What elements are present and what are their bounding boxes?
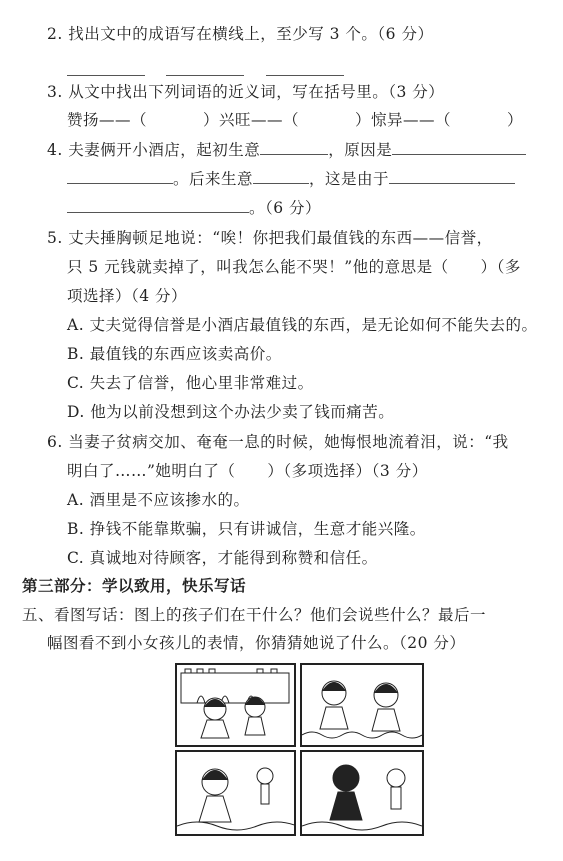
section-title: 第三部分：学以致用，快乐写话 bbox=[22, 577, 247, 595]
answer-blank[interactable] bbox=[389, 182, 515, 184]
q6-line-1: 6. 当妻子贫病交加、奄奄一息的时候，她悔恨地流着泪，说：“我 bbox=[47, 433, 509, 451]
q3-text: 3. 从文中找出下列词语的近义词，写在括号里。（3 分） bbox=[47, 83, 445, 101]
q3-words bbox=[67, 108, 523, 130]
q3-word-3: ）惊异——（ bbox=[355, 111, 452, 129]
q4-text-d: ，这是由于 bbox=[309, 170, 390, 188]
answer-blank[interactable] bbox=[67, 211, 249, 213]
picture-panel-3 bbox=[175, 750, 296, 836]
q5-line-1: 5. 丈夫捶胸顿足地说：“唉！你把我们最值钱的东西——信誉， bbox=[47, 229, 493, 247]
q4-line-1 bbox=[47, 138, 526, 160]
answer-blank[interactable] bbox=[260, 153, 328, 155]
answer-blank[interactable] bbox=[67, 74, 145, 76]
q5-option-a[interactable]: A. 丈夫觉得信誉是小酒店最值钱的东西，是无论如何不能失去的。 bbox=[67, 316, 538, 334]
q6-option-b[interactable]: B. 挣钱不能靠欺骗，只有讲诚信，生意才能兴隆。 bbox=[67, 520, 426, 538]
q5-line-3: 项选择）（4 分） bbox=[67, 287, 188, 305]
picture-panel-4 bbox=[300, 750, 424, 836]
q5big-line-1: 五、看图写话：图上的孩子们在干什么？他们会说些什么？最后一 bbox=[22, 606, 487, 624]
q3-word-1: 赞扬——（ bbox=[67, 111, 148, 129]
q6-option-c[interactable]: C. 真诚地对待顾客，才能得到称赞和信任。 bbox=[67, 549, 378, 567]
q5-option-d[interactable]: D. 他为以前没想到这个办法少卖了钱而痛苦。 bbox=[67, 403, 395, 421]
answer-blank[interactable] bbox=[253, 182, 309, 184]
q4-text-e: 。（6 分） bbox=[249, 199, 322, 217]
picture-panel-2 bbox=[300, 663, 424, 747]
q4-line-3 bbox=[67, 196, 321, 218]
q4-line-2 bbox=[67, 167, 515, 189]
answer-blank[interactable] bbox=[392, 153, 526, 155]
q4-text-a: 4. 夫妻俩开小酒店，起初生意 bbox=[47, 141, 261, 159]
picture-panel-1 bbox=[175, 663, 296, 747]
q3-word-2: ）兴旺——（ bbox=[203, 111, 300, 129]
q6-option-a[interactable]: A. 酒里是不应该掺水的。 bbox=[67, 491, 250, 509]
q4-text-c: 。后来生意 bbox=[173, 170, 254, 188]
q3-word-4: ） bbox=[507, 111, 524, 129]
q6-line-2: 明白了……”她明白了（ ）（多项选择）（3 分） bbox=[67, 462, 428, 480]
q5big-line-2: 幅图看不到小女孩儿的表情，你猜猜她说了什么。（20 分） bbox=[47, 634, 466, 652]
q2-answer-lines[interactable] bbox=[67, 62, 344, 80]
answer-blank[interactable] bbox=[67, 182, 173, 184]
q4-text-b: ，原因是 bbox=[328, 141, 393, 159]
answer-blank[interactable] bbox=[266, 74, 344, 76]
q5-line-2: 只 5 元钱就卖掉了，叫我怎么能不哭！”他的意思是（ ）（多 bbox=[67, 258, 521, 276]
q2-text: 2. 找出文中的成语写在横线上，至少写 3 个。（6 分） bbox=[47, 25, 434, 43]
q5-option-c[interactable]: C. 失去了信誉，他心里非常难过。 bbox=[67, 374, 314, 392]
answer-blank[interactable] bbox=[166, 74, 244, 76]
q5-option-b[interactable]: B. 最值钱的东西应该卖高价。 bbox=[67, 345, 282, 363]
